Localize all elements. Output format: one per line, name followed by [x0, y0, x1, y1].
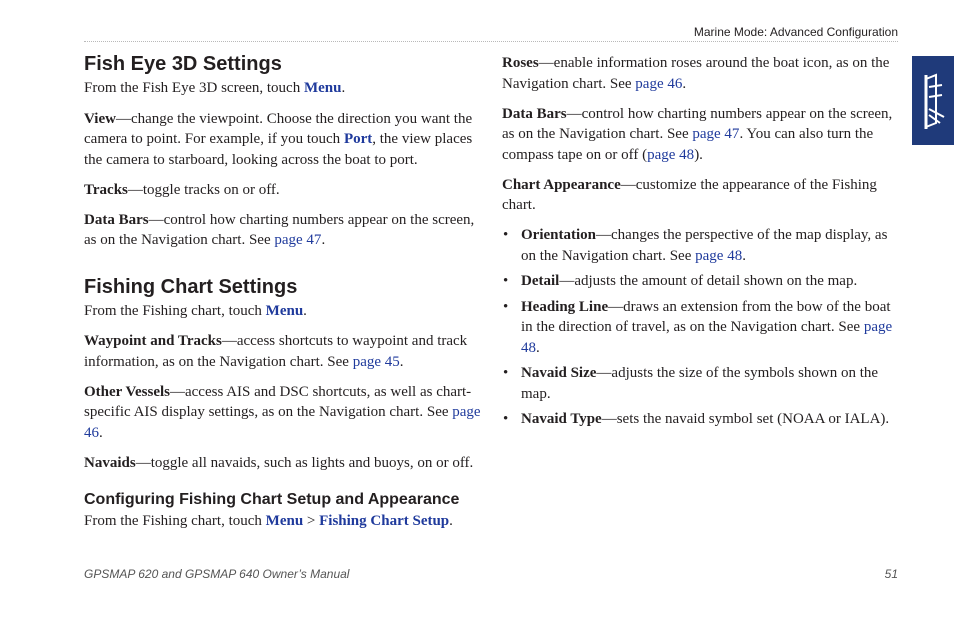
- option-text: —adjusts the size of the symbols shown on the map.: [521, 365, 879, 402]
- bullet: •: [503, 273, 509, 289]
- bullet: •: [503, 298, 509, 315]
- vessels-text: —access AIS and DSC shortcuts, as well as chart-specific AIS display settings, as on the Navigation chart. See: [84, 383, 472, 420]
- intro-end: .: [303, 302, 307, 319]
- view-term: View: [84, 110, 116, 127]
- waypoint-setting: [84, 331, 484, 372]
- option-term: Heading Line: [521, 298, 609, 315]
- list-item: [502, 409, 902, 430]
- fishing-chart-heading: Fishing Chart Settings: [84, 275, 298, 298]
- vessels-end: .: [99, 424, 103, 441]
- manual-title: GPSMAP 620 and GPSMAP 640 Owner’s Manual: [84, 567, 350, 581]
- configuring-intro: [84, 511, 484, 532]
- chart-appearance-setting: [502, 175, 902, 216]
- fish-eye-heading: Fish Eye 3D Settings: [84, 53, 282, 75]
- page-48-link[interactable]: page 48: [695, 247, 743, 264]
- fishing-chart-setup-button[interactable]: Fishing Chart Setup: [319, 513, 450, 529]
- intro-end: .: [341, 80, 346, 96]
- appearance-options-list: [502, 225, 902, 430]
- waypoint-text: —access shortcuts to waypoint and track information, as on the Navigation chart. See: [84, 333, 468, 370]
- vessels-term: Other Vessels: [84, 383, 170, 400]
- option-text: —sets the navaid symbol set (NOAA or IALA).: [601, 411, 890, 427]
- appearance-text: —customize the appearance of the Fishing chart.: [502, 176, 877, 213]
- intro-text: From the Fishing chart, touch: [84, 513, 266, 529]
- roses-text: —enable information roses around the boat icon, as on the Navigation chart. See: [502, 55, 890, 92]
- tracks-setting: [84, 180, 484, 201]
- chapter-tab: [912, 56, 954, 145]
- navaids-text: —toggle all navaids, such as lights and buoys, on or off.: [135, 454, 474, 471]
- page-47-link[interactable]: page 47: [274, 232, 322, 248]
- marine-flag-icon: [920, 71, 946, 131]
- waypoint-end: .: [399, 353, 404, 370]
- roses-setting: [502, 53, 902, 94]
- port-button[interactable]: Port: [343, 131, 373, 147]
- list-item: [502, 297, 902, 359]
- list-item: [502, 225, 902, 266]
- right-column: [502, 53, 902, 435]
- databars-term: Data Bars: [502, 105, 567, 122]
- page-48-link[interactable]: page 48: [521, 319, 893, 356]
- bullet: •: [503, 365, 509, 381]
- list-item: [502, 363, 902, 404]
- navaids-setting: [84, 453, 484, 474]
- menu-button[interactable]: Menu: [265, 513, 304, 529]
- intro-text: From the Fishing chart, touch: [84, 302, 266, 319]
- path-separator: >: [303, 513, 320, 529]
- header-divider: [84, 41, 898, 42]
- option-text: —adjusts the amount of detail shown on the map.: [559, 273, 858, 289]
- running-header: Marine Mode: Advanced Configuration: [693, 25, 898, 39]
- page-number: 51: [884, 567, 898, 581]
- roses-term: Roses: [502, 55, 539, 71]
- page-45-link[interactable]: page 45: [352, 353, 400, 370]
- vessels-setting: [84, 382, 484, 444]
- view-text: —change the viewpoint. Choose the direction you want the camera to point. For example, if you touch: [84, 110, 473, 147]
- configuring-heading: Configuring Fishing Chart Setup and Appearance: [84, 491, 460, 508]
- option-text: —changes the perspective of the map display, as on the Navigation chart. See: [521, 227, 888, 264]
- fishing-chart-intro: [84, 301, 484, 322]
- databars-setting: [84, 210, 484, 251]
- page-47-link[interactable]: page 47: [692, 126, 740, 142]
- option-term: Navaid Size: [521, 365, 597, 381]
- fish-eye-intro: [84, 78, 484, 99]
- databars-end: ).: [694, 146, 703, 163]
- databars-text: —control how charting numbers appear on the screen, as on the Navigation chart. See: [84, 211, 475, 248]
- databars-term: Data Bars: [84, 211, 149, 228]
- tracks-term: Tracks: [84, 181, 128, 198]
- option-text: —draws an extension from the bow of the boat in the direction of travel, as on the Navigation chart. See: [521, 298, 891, 335]
- option-end: .: [742, 247, 746, 264]
- databars-end: .: [321, 232, 326, 248]
- intro-text: From the Fish Eye 3D screen, touch: [84, 80, 304, 96]
- bullet: •: [503, 411, 509, 427]
- page-48-link[interactable]: page 48: [647, 146, 695, 163]
- tracks-text: —toggle tracks on or off.: [127, 181, 280, 198]
- option-term: Detail: [521, 273, 560, 289]
- appearance-term: Chart Appearance: [502, 176, 621, 193]
- view-setting: [84, 109, 484, 171]
- option-term: Navaid Type: [521, 411, 602, 427]
- list-item: [502, 271, 902, 292]
- waypoint-term: Waypoint and Tracks: [84, 333, 222, 349]
- page-46-link[interactable]: page 46: [84, 404, 481, 441]
- view-text-2: , the view places the camera to starboard, looking across the boat to port.: [84, 131, 473, 168]
- option-term: Orientation: [521, 227, 596, 243]
- roses-end: .: [682, 75, 687, 92]
- intro-end: .: [449, 513, 453, 529]
- menu-button[interactable]: Menu: [265, 302, 304, 319]
- navaids-term: Navaids: [84, 454, 136, 471]
- bullet: •: [503, 227, 509, 243]
- option-end: .: [536, 339, 540, 356]
- page-46-link[interactable]: page 46: [635, 75, 683, 92]
- left-column: [84, 50, 484, 532]
- databars-text: —control how charting numbers appear on the screen, as on the Navigation chart. See: [502, 105, 893, 142]
- menu-button[interactable]: Menu: [303, 80, 342, 96]
- databars-setting: [502, 104, 902, 166]
- databars-text-2: . You can also turn the compass tape on or off (: [502, 126, 874, 163]
